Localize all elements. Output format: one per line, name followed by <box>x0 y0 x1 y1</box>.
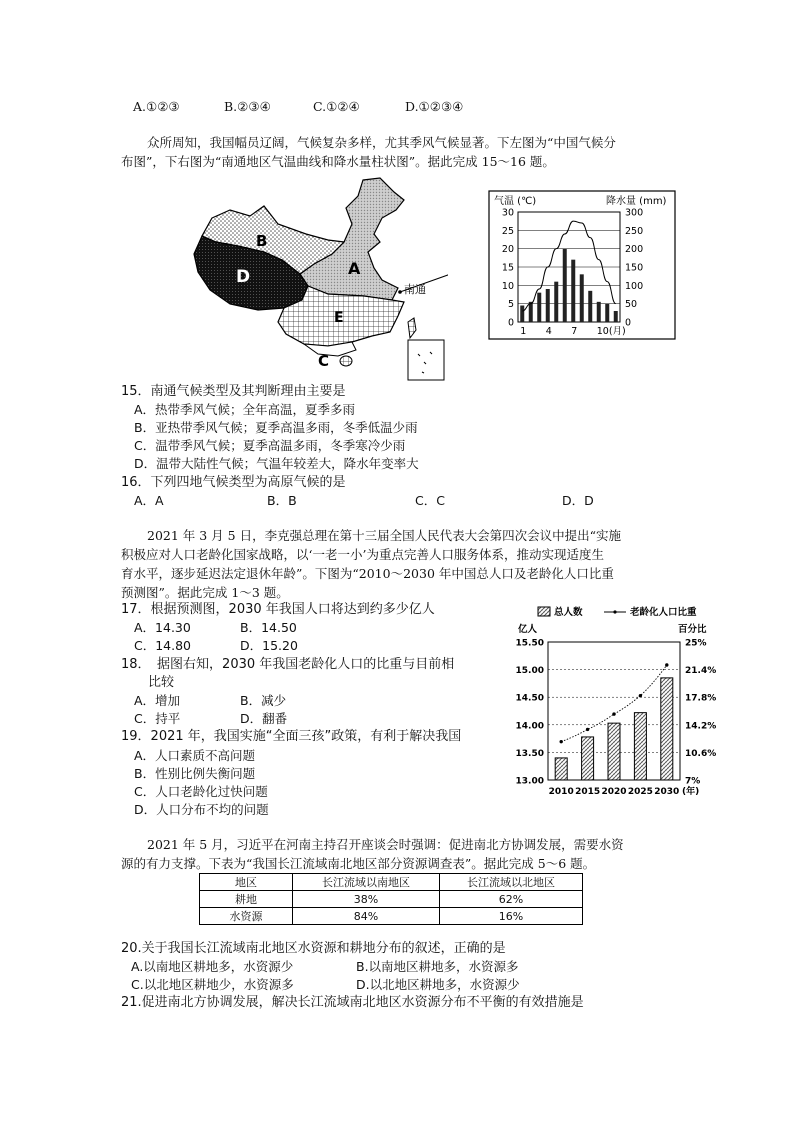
q20-option-d[interactable]: D.以北地区耕地多，水资源少 <box>356 977 520 992</box>
precipitation-bar <box>614 311 618 322</box>
nantong-climograph <box>488 190 676 340</box>
climograph-left-tick: 30 <box>501 207 514 219</box>
precipitation-bar <box>597 302 601 322</box>
climograph-right-title: 降水量 (mm) <box>606 196 667 207</box>
q17-option-d[interactable]: D．15.20 <box>240 638 298 653</box>
q19-stem: 19．2021 年，我国实施“全面三孩”政策，有利于解决我国 <box>121 729 462 744</box>
aging-ratio-point <box>612 712 615 715</box>
precipitation-bar <box>537 293 541 322</box>
q17-option-a[interactable]: A．14.30 <box>134 620 191 635</box>
climograph-left-title: 气温 (℃) <box>494 196 537 207</box>
table-header-cell: 长江流域以北地区 <box>440 874 583 891</box>
climograph-right-tick: 100 <box>625 280 644 292</box>
climograph-x-label: 4 <box>545 326 552 337</box>
map-label-a: A <box>348 259 361 278</box>
q18-option-b[interactable]: B．减少 <box>240 693 287 708</box>
water-intro-line1: 2021 年 5 月，习近平在河南主持召开座谈会时强调：促进南北方协调发展，需要水资 <box>147 837 624 852</box>
top-option-d: D.①②③④ <box>405 99 464 114</box>
q16-option-c[interactable]: C．C <box>415 493 445 508</box>
china-climate-map <box>168 176 448 382</box>
aging-ratio-point <box>560 740 563 743</box>
top-option-c: C.①②④ <box>313 99 360 114</box>
pop-right-tick: 21.4% <box>685 666 717 677</box>
pop-left-tick: 15.00 <box>515 666 544 677</box>
table-header-row <box>200 874 583 891</box>
pop-left-tick: 13.00 <box>515 776 544 787</box>
table-cell: 62% <box>440 891 583 908</box>
table-row <box>200 908 583 925</box>
q15-option-c[interactable]: C．温带季风气候；夏季高温多雨，冬季寒冷少雨 <box>134 438 406 453</box>
pop-right-tick: 25% <box>685 638 707 649</box>
q20-stem: 20.关于我国长江流域南北地区水资源和耕地分布的叙述，正确的是 <box>121 941 506 956</box>
climograph-right-tick: 0 <box>625 317 632 329</box>
map-label-nantong: 南通 <box>404 283 426 296</box>
q18-stem: 18． 据图右知，2030 年我国老龄化人口的比重与目前相 <box>121 657 455 672</box>
q20-option-c[interactable]: C.以北地区耕地少，水资源多 <box>131 977 294 992</box>
q17-stem: 17．根据预测图，2030 年我国人口将达到约多少亿人 <box>121 602 435 617</box>
pop-x-label: 2020 <box>601 787 627 797</box>
pop-left-tick: 15.50 <box>515 638 544 649</box>
q15-stem: 15．南通气候类型及其判断理由主要是 <box>121 384 346 399</box>
pop-right-tick: 14.2% <box>685 721 717 732</box>
q20-option-a[interactable]: A.以南地区耕地多，水资源少 <box>131 959 294 974</box>
pop-intro-line1: 2021 年 3 月 5 日，李克强总理在第十三届全国人民代表大会第四次会议中提出“实施 <box>147 528 621 543</box>
legend-bar-swatch <box>538 607 550 616</box>
resource-table <box>199 873 583 925</box>
legend-bar-label: 总人数 <box>554 607 583 618</box>
legend-line-label: 老龄化人口比重 <box>630 607 697 618</box>
table-header-cell: 地区 <box>200 874 293 891</box>
climograph-left-tick: 20 <box>501 244 514 256</box>
top-option-b: B.②③④ <box>224 99 271 114</box>
population-bar <box>608 723 620 780</box>
precipitation-bar <box>546 289 550 322</box>
q18-option-d[interactable]: D．翻番 <box>240 711 288 726</box>
table-header-cell: 长江流域以南地区 <box>293 874 440 891</box>
precipitation-bar <box>520 306 524 323</box>
q15-option-a[interactable]: A．热带季风气候；全年高温，夏季多雨 <box>134 402 356 417</box>
climograph-right-tick: 200 <box>625 244 644 256</box>
table-cell: 水资源 <box>200 908 293 925</box>
table-cell: 耕地 <box>200 891 293 908</box>
q21-stem: 21.促进南北方协调发展，解决长江流域南北地区水资源分布不平衡的有效措施是 <box>121 995 584 1010</box>
pop-right-tick: 7% <box>685 776 701 787</box>
q17-option-c[interactable]: C．14.80 <box>134 638 192 653</box>
precipitation-bar <box>571 260 575 322</box>
q16-option-d[interactable]: D．D <box>562 493 594 508</box>
aging-ratio-point <box>586 728 589 731</box>
climograph-left-tick: 15 <box>501 262 514 274</box>
q19-option-b[interactable]: B．性别比例失衡问题 <box>134 766 256 781</box>
aging-ratio-point <box>639 694 642 697</box>
population-bar <box>555 758 567 780</box>
climograph-right-tick: 150 <box>625 262 644 274</box>
table-cell: 84% <box>293 908 440 925</box>
q18-stem-cont: 比较 <box>148 675 175 690</box>
pop-x-label: 2010 <box>548 787 574 797</box>
top-option-a: A.①②③ <box>133 99 180 114</box>
climograph-left-tick: 25 <box>501 225 514 237</box>
table-row <box>200 891 583 908</box>
south-china-sea-inset <box>408 340 444 380</box>
population-forecast-chart <box>508 604 720 800</box>
aging-ratio-point <box>665 663 668 666</box>
hainan-island <box>340 356 352 366</box>
population-bar <box>661 678 673 780</box>
climograph-x-label: 7 <box>571 326 578 337</box>
q15-option-b[interactable]: B．亚热带季风气候；夏季高温多雨，冬季低温少雨 <box>134 420 418 435</box>
taiwan-island <box>408 318 416 338</box>
q18-option-a[interactable]: A．增加 <box>134 693 181 708</box>
q15-option-d[interactable]: D．温带大陆性气候；气温年较差大，降水年变率大 <box>134 456 419 471</box>
precipitation-bar <box>605 304 609 322</box>
pop-intro-line2: 积极应对人口老龄化国家战略，以‘一老一小’为重点完善人口服务体系，推动实现适度生 <box>121 547 604 562</box>
q20-option-b[interactable]: B.以南地区耕地多，水资源多 <box>356 959 519 974</box>
precipitation-bar <box>563 249 567 322</box>
table-cell: 38% <box>293 891 440 908</box>
climograph-right-tick: 250 <box>625 225 644 237</box>
precipitation-bar <box>580 274 584 322</box>
population-bar <box>634 713 646 780</box>
q18-option-c[interactable]: C．持平 <box>134 711 181 726</box>
pop-x-unit: (年) <box>682 787 700 797</box>
precipitation-bar <box>554 282 558 322</box>
map-label-e: E <box>334 310 344 326</box>
pop-left-tick: 14.50 <box>515 693 544 704</box>
climograph-left-tick: 10 <box>501 280 514 292</box>
pop-intro-line4: 预测图”。据此完成 1～3 题。 <box>121 585 289 600</box>
climograph-right-tick: 50 <box>625 299 638 311</box>
pop-right-tick: 17.8% <box>685 693 717 704</box>
precipitation-bar <box>588 291 592 322</box>
pop-right-tick: 10.6% <box>685 748 717 759</box>
precipitation-bar <box>529 302 533 322</box>
q19-option-a[interactable]: A．人口素质不高问题 <box>134 748 256 763</box>
climate-intro-line1: 众所周知，我国幅员辽阔，气候复杂多样，尤其季风气候显著。下左图为“中国气候分 <box>147 135 616 150</box>
climograph-x-label: 1 <box>520 326 527 337</box>
water-intro-line2: 源的有力支撑。下表为“我国长江流域南北地区部分资源调查表”。据此完成 5～6 题。 <box>121 856 596 871</box>
climograph-right-tick: 300 <box>625 207 644 219</box>
pop-left-tick: 13.50 <box>515 748 544 759</box>
population-bar <box>582 737 594 780</box>
q16-option-a[interactable]: A．A <box>134 493 164 508</box>
map-label-d: D <box>236 267 251 287</box>
pop-intro-line3: 育水平，逐步延迟法定退休年龄”。下图为“2010～2030 年中国总人口及老龄化人口比重 <box>121 566 614 581</box>
pop-x-label: 2015 <box>575 787 601 797</box>
q16-stem: 16．下列四地气候类型为高原气候的是 <box>121 475 346 490</box>
map-label-b: B <box>256 232 268 250</box>
q19-option-d[interactable]: D．人口分布不均的问题 <box>134 802 269 817</box>
map-label-c: C <box>318 352 330 370</box>
pop-left-tick: 14.00 <box>515 721 544 732</box>
climate-intro-line2: 布图”，下右图为“南通地区气温曲线和降水量柱状图”。据此完成 15～16 题。 <box>121 154 555 169</box>
pop-x-label: 2025 <box>627 787 653 797</box>
table-cell: 16% <box>440 908 583 925</box>
climograph-left-tick: 0 <box>507 317 514 329</box>
q19-option-c[interactable]: C．人口老龄化过快问题 <box>134 784 268 799</box>
q17-option-b[interactable]: B．14.50 <box>240 620 297 635</box>
left-axis-unit: 亿人 <box>518 624 538 635</box>
q16-option-b[interactable]: B．B <box>267 493 297 508</box>
climograph-left-tick: 5 <box>507 299 514 311</box>
climograph-x-label: 10(月) <box>596 326 626 337</box>
pop-x-label: 2030 <box>654 787 680 797</box>
right-axis-unit: 百分比 <box>678 624 707 635</box>
